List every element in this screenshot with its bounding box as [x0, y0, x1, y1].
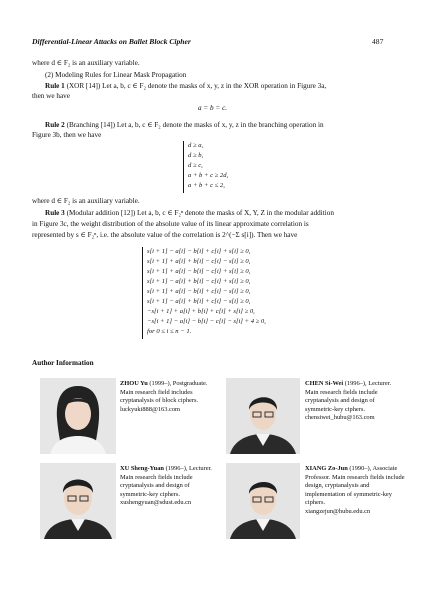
rule3-text3: represented by s ∈ F₂ⁿ, i.e. the absolute value of the correlation is 2^(−Σ s[i]). Then we have: [32, 231, 298, 239]
rule3-eq-3: s[i + 1] + a[i] − b[i] − c[i] + s[i] ≥ 0,: [147, 268, 251, 275]
rule1-label: Rule 1: [45, 82, 65, 90]
rule2-eq-5: a + b + c ≤ 2,: [188, 182, 225, 189]
intro-line: where d ∈ F₂ is an auxiliary variable.: [32, 59, 140, 67]
rule3-eq-4: s[i + 1] − a[i] + b[i] − c[i] + s[i] ≥ 0,: [147, 278, 251, 285]
author-info-heading: Author Information: [32, 359, 94, 367]
rule2-brace: [183, 141, 184, 193]
rule2-label: Rule 2: [45, 121, 65, 129]
rule3-eq-1: s[i + 1] − a[i] − b[i] + c[i] + s[i] ≥ 0,: [147, 248, 251, 255]
author-bio-xiang-zo-jun: [305, 465, 405, 517]
author-email: luckyuki888@163.com: [120, 405, 181, 413]
rule3-text: (Modular addition [12]) Let a, b, c ∈ F₂ⁿ denote the masks of X, Y, Z in the modular addition: [66, 209, 334, 217]
author-photo-zhou-yu: [40, 378, 116, 454]
author-photo-xu-sheng-yuan: [40, 463, 116, 539]
author-email: xiangzejun@hubu.edu.cn: [305, 507, 371, 515]
author-bio: (1996–), Lecturer. Main research fields include cryptanalysis and design of symmetric-key ciphers.: [305, 380, 392, 413]
rule2-text2: Figure 3b, then we have: [32, 131, 102, 139]
rule1-text2: then we have: [32, 92, 70, 100]
author-bio: (1990–), Associate Professor. Main research fields include design, cryptanalysis and implementation of symmetric-key ciphers.: [305, 465, 405, 507]
author-bio-xu-sheng-yuan: [120, 465, 220, 508]
author-bio-zhou-yu: [120, 380, 220, 414]
author-name: CHEN Si-Wei: [305, 380, 344, 387]
rule1-paragraph: [45, 82, 326, 91]
female-portrait-icon: [40, 378, 116, 454]
running-header-title: Differential-Linear Attacks on Ballet Block Cipher: [32, 37, 191, 46]
author-bio: (1996–), Lecturer. Main research fields include cryptanalysis and design of symmetric-key ciphers.: [120, 465, 212, 498]
male-portrait-icon: [40, 463, 116, 539]
author-name: XIANG Zo-Jun: [305, 465, 348, 472]
rule2-eq-3: d ≥ c,: [188, 162, 203, 169]
rule1-equation: a = b = c.: [198, 104, 228, 112]
rule2-after: where d ∈ F₂ is an auxiliary variable.: [32, 197, 140, 205]
male-portrait-icon: [226, 378, 300, 454]
rule1-text: (XOR [14]) Let a, b, c ∈ F₂ denote the masks of x, y, z in the XOR operation in Figure 3a,: [66, 82, 327, 90]
page-number: 487: [372, 37, 384, 46]
rule3-eq-9: for 0 ≤ i ≤ n − 1.: [147, 328, 192, 335]
author-email: xushengyuan@sdust.edu.cn: [120, 499, 192, 507]
author-email: chensiwei_hubu@163.com: [305, 414, 375, 422]
male-portrait-icon: [226, 463, 300, 539]
rule2-eq-2: d ≥ b,: [188, 152, 204, 159]
rule2-eq-1: d ≥ a,: [188, 142, 204, 149]
rule3-eq-6: s[i + 1] − a[i] + b[i] + c[i] − s[i] ≥ 0,: [147, 298, 251, 305]
rule3-eq-2: s[i + 1] + a[i] + b[i] − c[i] − s[i] ≥ 0,: [147, 258, 251, 265]
rule3-brace: [142, 247, 143, 339]
rule2-paragraph: [45, 121, 324, 130]
rule2-eq-4: a + b + c ≥ 2d,: [188, 172, 229, 179]
rule2-text: (Branching [14]) Let a, b, c ∈ F₂ denote the masks of x, y, z in the branching operation in: [66, 121, 324, 129]
rule3-eq-7: −s[i + 1] + a[i] + b[i] + c[i] + s[i] ≥ 0,: [147, 308, 255, 315]
rule3-text2: in Figure 3c, the weight distribution of the absolute value of its linear approximate correlation is: [32, 220, 309, 228]
author-bio-chen-si-wei: [305, 380, 405, 423]
subsection-heading: (2) Modeling Rules for Linear Mask Propagation: [45, 71, 187, 79]
rule3-eq-8: −s[i + 1] − a[i] − b[i] − c[i] − s[i] + 4 ≥ 0,: [147, 318, 266, 325]
author-name: ZHOU Yu: [120, 380, 148, 387]
rule3-paragraph: [45, 209, 334, 218]
author-photo-chen-si-wei: [226, 378, 300, 454]
rule3-eq-5: s[i + 1] + a[i] − b[i] + c[i] − s[i] ≥ 0,: [147, 288, 251, 295]
author-name: XU Sheng-Yuan: [120, 465, 164, 472]
author-photo-xiang-zo-jun: [226, 463, 300, 539]
author-bio: (1999–), Postgraduate. Main research field includes cryptanalysis of block ciphers.: [120, 380, 208, 405]
rule3-label: Rule 3: [45, 209, 65, 217]
